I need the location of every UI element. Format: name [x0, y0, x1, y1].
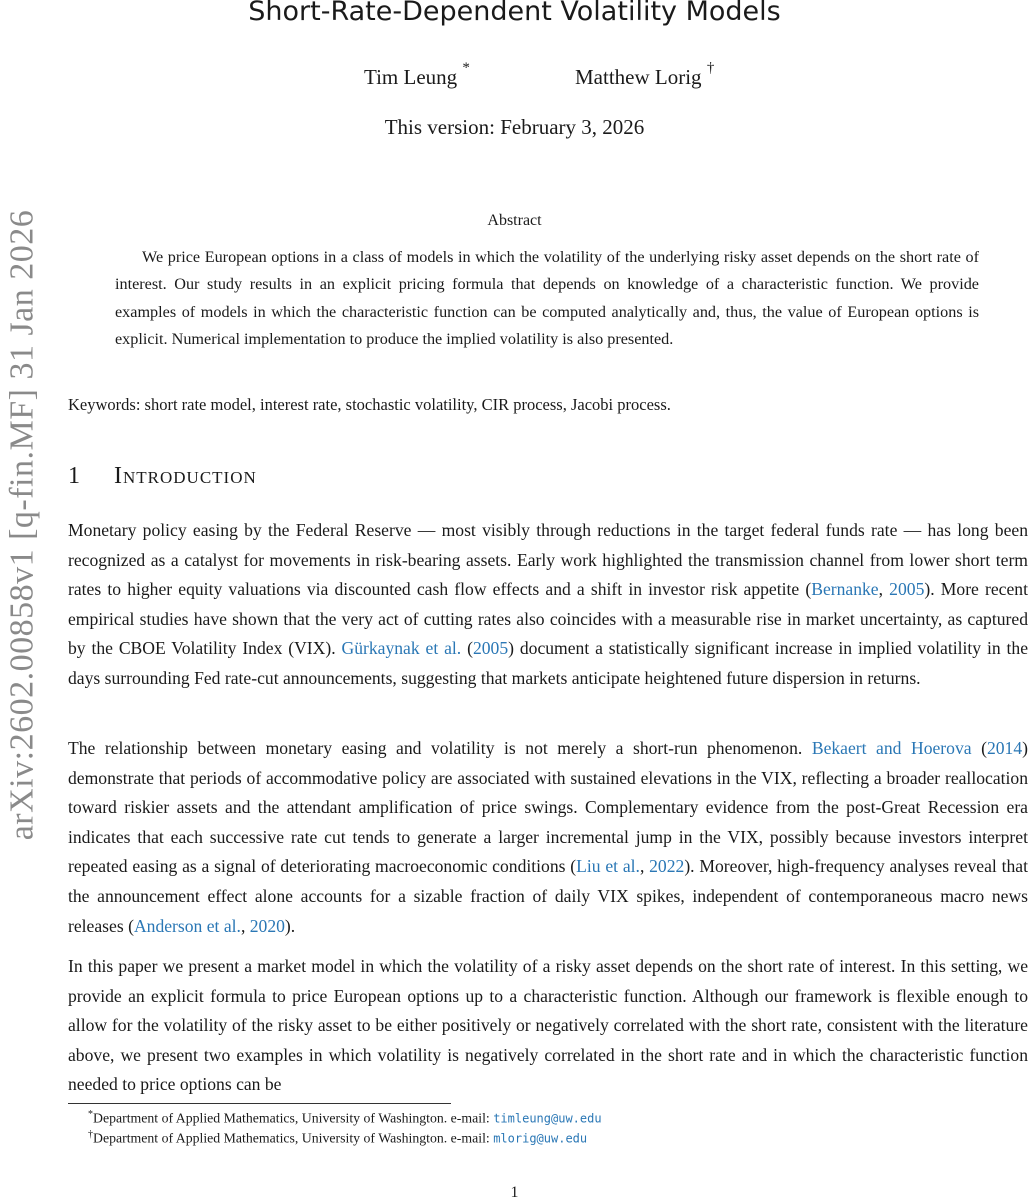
abstract-text: We price European options in a class of models in which the volatility of the underlying risky asset depends on the short rate of interest. Our study results in an explicit pricing formula that depends on knowledge of a characteristic function. We provide examples of models in which the characteristic function can be computed analytically and, thus, the value of European options is explicit. Numerical implementation to produce the implied volatility is also presented.	[115, 248, 979, 349]
citation-year-link[interactable]: 2005	[472, 638, 509, 659]
citation-year-link[interactable]: 2014	[986, 738, 1023, 758]
footnote-mark: *	[88, 1109, 93, 1120]
citation-link[interactable]: Anderson et al.	[133, 915, 241, 936]
text-run: (	[971, 738, 987, 758]
text-run: ). Moreover, high-frequency analyses reveal that the announcement effect alone accounts for a sizable fraction of daily VIX spikes, independent of contemporaneous macro news releases (	[68, 856, 1028, 936]
author-name: Tim Leung	[364, 65, 458, 89]
author-footnote-mark[interactable]: *	[462, 60, 470, 76]
footnote-text: Department of Applied Mathematics, University of Washington. e-mail:	[93, 1130, 494, 1146]
citation-link[interactable]: Bekaert and Hoerova	[811, 738, 972, 758]
page-number: 1	[510, 1184, 519, 1201]
section-title: Introduction	[114, 463, 257, 489]
paper-title: Short-Rate-Dependent Volatility Models	[248, 0, 781, 27]
footnote-1	[88, 1109, 602, 1127]
section-number: 1	[68, 463, 80, 489]
footnote-text: Department of Applied Mathematics, University of Washington. e-mail:	[93, 1110, 494, 1126]
email-link[interactable]: mlorig@uw.edu	[493, 1131, 588, 1146]
text-run: ) document a statistically significant increase in implied volatility in the days surrounding Fed rate-cut announcements, suggesting that markets anticipate heightened future dispersion in returns.	[68, 638, 1028, 688]
footnote-divider	[68, 1103, 451, 1104]
text-run: ,	[639, 856, 650, 877]
text-run: ).	[284, 915, 296, 936]
author-lorig	[575, 60, 715, 90]
text-run: (	[461, 638, 473, 659]
intro-paragraph-2	[68, 734, 1028, 941]
section-heading	[68, 463, 257, 490]
citation-link[interactable]: Liu et al.	[576, 856, 640, 877]
intro-paragraph-1	[68, 516, 1028, 694]
arxiv-side-stamp	[0, 180, 44, 870]
text-run: Monetary policy easing by the Federal Reserve — most visibly through reductions in the target federal funds rate — has long been recognized as a catalyst for movements in risk-bearing assets. Early work highlighted the transmission channel from lower short term rates to higher equity valuations via discounted cash flow effects and a shift in investor risk appetite (	[68, 520, 1028, 600]
author-leung	[364, 60, 470, 90]
version-date: This version: February 3, 2026	[384, 115, 645, 139]
citation-link[interactable]: Gürkaynak et al.	[341, 638, 462, 659]
footnote-2	[88, 1129, 587, 1147]
citation-link[interactable]: Bernanke	[811, 579, 879, 600]
citation-year-link[interactable]: 2022	[649, 856, 685, 877]
citation-year-link[interactable]: 2020	[249, 915, 285, 936]
citation-year-link[interactable]: 2005	[889, 579, 925, 600]
text-run: ) demonstrate that periods of accommodative policy are associated with sustained elevations in the VIX, reflecting a broader reallocation toward riskier assets and the attendant amplification of price swings. Complementary evidence from the post-Great Recession era indicates that each successive rate cut tends to generate a larger incremental jump in the VIX, possibly because investors interpret repeated easing as a signal of deteriorating macroeconomic conditions (	[68, 738, 1028, 877]
keywords: Keywords: short rate model, interest rate, stochastic volatility, CIR process, Jacobi process.	[68, 395, 671, 414]
text-run: The relationship between monetary easing and volatility is not merely a short-run phenomenon.	[68, 738, 812, 758]
text-run: ). More recent empirical studies have shown that the very act of cutting rates also coincides with a measurable rise in market uncertainty, as captured by the CBOE Volatility Index (VIX).	[68, 579, 1028, 659]
author-footnote-mark[interactable]: †	[706, 60, 715, 76]
arxiv-identifier: arXiv:2602.00858v1 [q-fin.MF] 31 Jan 2026	[3, 209, 40, 841]
text-run: ,	[878, 579, 890, 600]
footnote-mark: †	[88, 1129, 93, 1140]
abstract-heading: Abstract	[487, 212, 542, 229]
email-link[interactable]: timleung@uw.edu	[493, 1111, 602, 1126]
intro-paragraph-3: In this paper we present a market model in which the volatility of a risky asset depends on the short rate of interest. In this setting, we provide an explicit formula to price European options up to a characteristic function. Although our framework is flexible enough to allow for the volatility of the risky asset to be either positively or negatively correlated with the short rate, consistent with the literature above, we present two examples in which volatility is negatively correlated in the short rate and in which the characteristic function needed to price options can be	[68, 956, 1028, 1095]
author-name: Matthew Lorig	[575, 65, 702, 89]
text-run: ,	[240, 915, 250, 936]
